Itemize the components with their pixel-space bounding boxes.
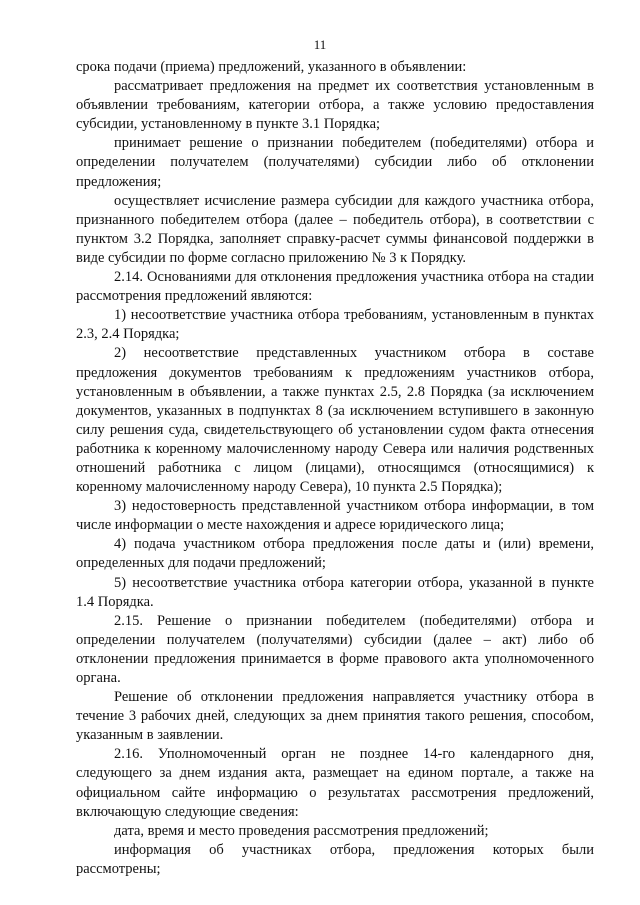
paragraph-review-proposals: рассматривает предложения на предмет их соответствия установленным в объявлении требованиям, категории отбора, а также условию предоставления субсидии, установленному в пункте 3.1 Порядка; — [76, 78, 594, 133]
paragraph-2-14: 2.14. Основаниями для отклонения предложения участника отбора на стадии рассмотрения предложений являются: — [76, 269, 594, 305]
document-body — [76, 58, 594, 879]
paragraph-rejection-notice: Решение об отклонении предложения направляется участнику отбора в течение 3 рабочих дней, следующих за днем принятия такого решения, способом, указанным в заявлении. — [76, 689, 594, 744]
list-item-1: 1) несоответствие участника отбора требованиям, установленным в пунктах 2.3, 2.4 Порядка; — [76, 307, 594, 343]
list-item-3: 3) недостоверность представленной участником отбора информации, в том числе информации о месте нахождения и адресе юридического лица; — [76, 498, 594, 534]
list-item-2: 2) несоответствие представленных участником отбора в составе предложения документов требованиям к предложениям участников отбора, установленным в объявлении, а также пунктах 2.5, 2.8 Порядка (за исключением документов, указанных в подпунктах 8 (за исключением вступившего в законную силу решения суда, свидетельствующего об установлении судом факта отнесения работника к коренному малочисленному народу Севера или наличия родственных отношений работника с лицом (лицами), относящимся (относящимися) к коренному малочисленному народу Севера), 10 пункта 2.5 Порядка); — [76, 345, 594, 496]
paragraph-2-15: 2.15. Решение о признании победителем (победителями) отбора и определении получателем (получателями) субсидии (далее – акт) либо об отклонении предложения принимается в форме правового акта уполномоченного органа. — [76, 612, 594, 686]
paragraph-continuation: срока подачи (приема) предложений, указанного в объявлении: — [76, 59, 467, 75]
paragraph-subsidy-calculation: осуществляет исчисление размера субсидии для каждого участника отбора, признанного победителем отбора (далее – победитель отбора), в соответствии с пунктом 3.2 Порядка, заполняет справку-расчет суммы финансовой поддержки в виде субсидии по форме согласно приложению № 3 к Порядку. — [76, 192, 594, 266]
list-item-5: 5) несоответствие участника отбора категории отбора, указанной в пункте 1.4 Порядка. — [76, 574, 594, 610]
paragraph-2-16: 2.16. Уполномоченный орган не позднее 14-го календарного дня, следующего за днем издания акта, размещает на едином портале, а также на официальном сайте информацию о результатах рассмотрения предложений, включающую следующие сведения: — [76, 746, 594, 820]
list-item-4: 4) подача участником отбора предложения после даты и (или) времени, определенных для подачи предложений; — [76, 536, 594, 572]
page-number: 11 — [313, 37, 327, 52]
paragraph-participants-info: информация об участниках отбора, предложения которых были рассмотрены; — [76, 841, 594, 877]
paragraph-decision: принимает решение о признании победителем (победителями) отбора и определении получателем (получателями) субсидии либо об отклонении предложения; — [76, 135, 594, 190]
paragraph-date-time-place: дата, время и место проведения рассмотрения предложений; — [114, 822, 489, 839]
